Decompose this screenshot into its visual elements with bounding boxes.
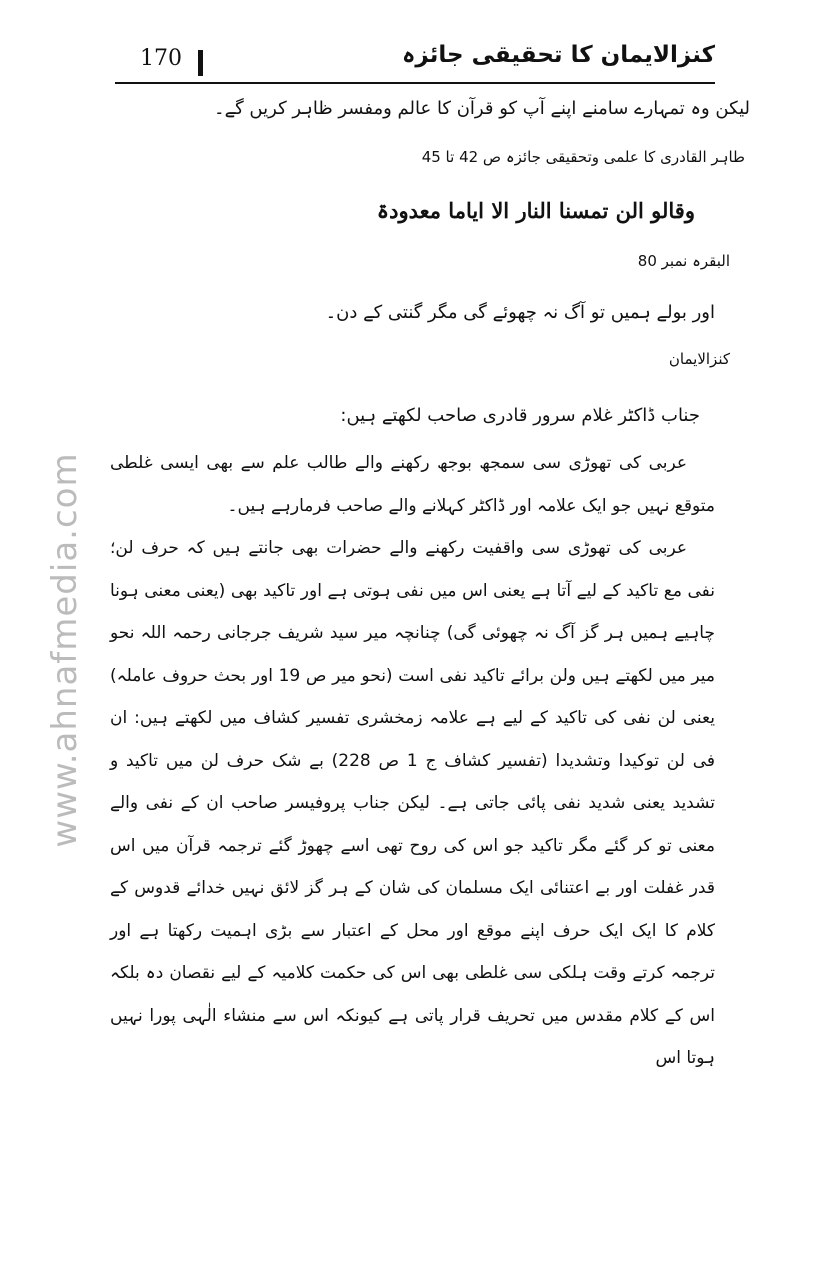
body-text [110,442,715,1080]
ayah-translation: اور بولے ہمیں تو آگ نہ چھوئے گی مگر گنتی کے دن۔ [325,302,715,323]
header-divider-bar [198,50,203,76]
watermark [45,452,85,848]
page-number: 170 [140,46,182,71]
reference-baqarah: البقرہ نمبر 80 [637,252,730,270]
paragraph-1: عربی کی تھوڑی سی سمجھ بوجھ رکھنے والے طالب علم سے بھی ایسی غلطی متوقع نہیں جو ایک علامہ اور ڈاکٹر کہلانے والے صاحب فرمارہے ہیں۔ [110,453,715,516]
page-header [115,40,715,84]
intro-line: لیکن وہ تمہارے سامنے اپنے آپ کو قرآن کا عالم ومفسر ظاہر کریں گے۔ [214,98,750,119]
reference-kanzul-iman: کنزالایمان [668,350,730,368]
running-title: کنزالایمان کا تحقیقی جائزہ [401,42,715,68]
paragraph-2: عربی کی تھوڑی سی واقفیت رکھنے والے حضرات بھی جانتے ہیں کہ حرف لن؛ نفی مع تاکید کے لیے آتا ہے یعنی اس میں نفی ہوتی ہے اور تاکید بھی (یعنی معنی ہونا چاہیے ہمیں ہر گز آگ نہ چھوئی گی) چنانچہ میر سید شریف جرجانی رحمہ اللہ نحو میر میں لکھتے ہیں ولن برائے تاکید نفی است (نحو میر ص 19 اور بحث حروف عاملہ) یعنی لن نفی کی تاکید کے لیے ہے علامہ زمخشری تفسیر کشاف میں لکھتے ہیں: ان فی لن توکیدا وتشدیدا (تفسیر کشاف ج 1 ص 228) بے شک حرف لن میں تاکید و تشدید یعنی شدید نفی پائی جاتی ہے۔ لیکن جناب پروفیسر صاحب ان کے نفی والے معنی تو کر گئے مگر تاکید جو اس کی روح تھی اسے چھوڑ گئے ترجمہ قرآن میں اس قدر غفلت اور بے اعتنائی ایک مسلمان کی شان کے ہر گز لائق نہیں خدائے قدوس کے کلام کا ایک ایک حرف اپنے موقع اور محل کے اعتبار سے بڑی اہمیت رکھتا ہے اور ترجمہ کرتے وقت ہلکی سی غلطی بھی اس کی حکمت کلامیہ کے لیے نقصان دہ بلکہ اس کے کلام مقدس میں تحریف قرار پاتی ہے کیونکہ اس سے منشاء الٰہی پورا نہیں ہوتا اس [110,538,716,1068]
reference-tahir-qadri: طاہر القادری کا علمی وتحقیقی جائزہ ص 42 تا 45 [421,148,745,166]
quran-ayah: وقالو الن تمسنا النار الا ایاما معدودۃ [376,198,695,223]
quote-intro: جناب ڈاکٹر غلام سرور قادری صاحب لکھتے ہیں: [340,405,700,426]
watermark-text: www.ahnafmedia.com [45,452,85,848]
